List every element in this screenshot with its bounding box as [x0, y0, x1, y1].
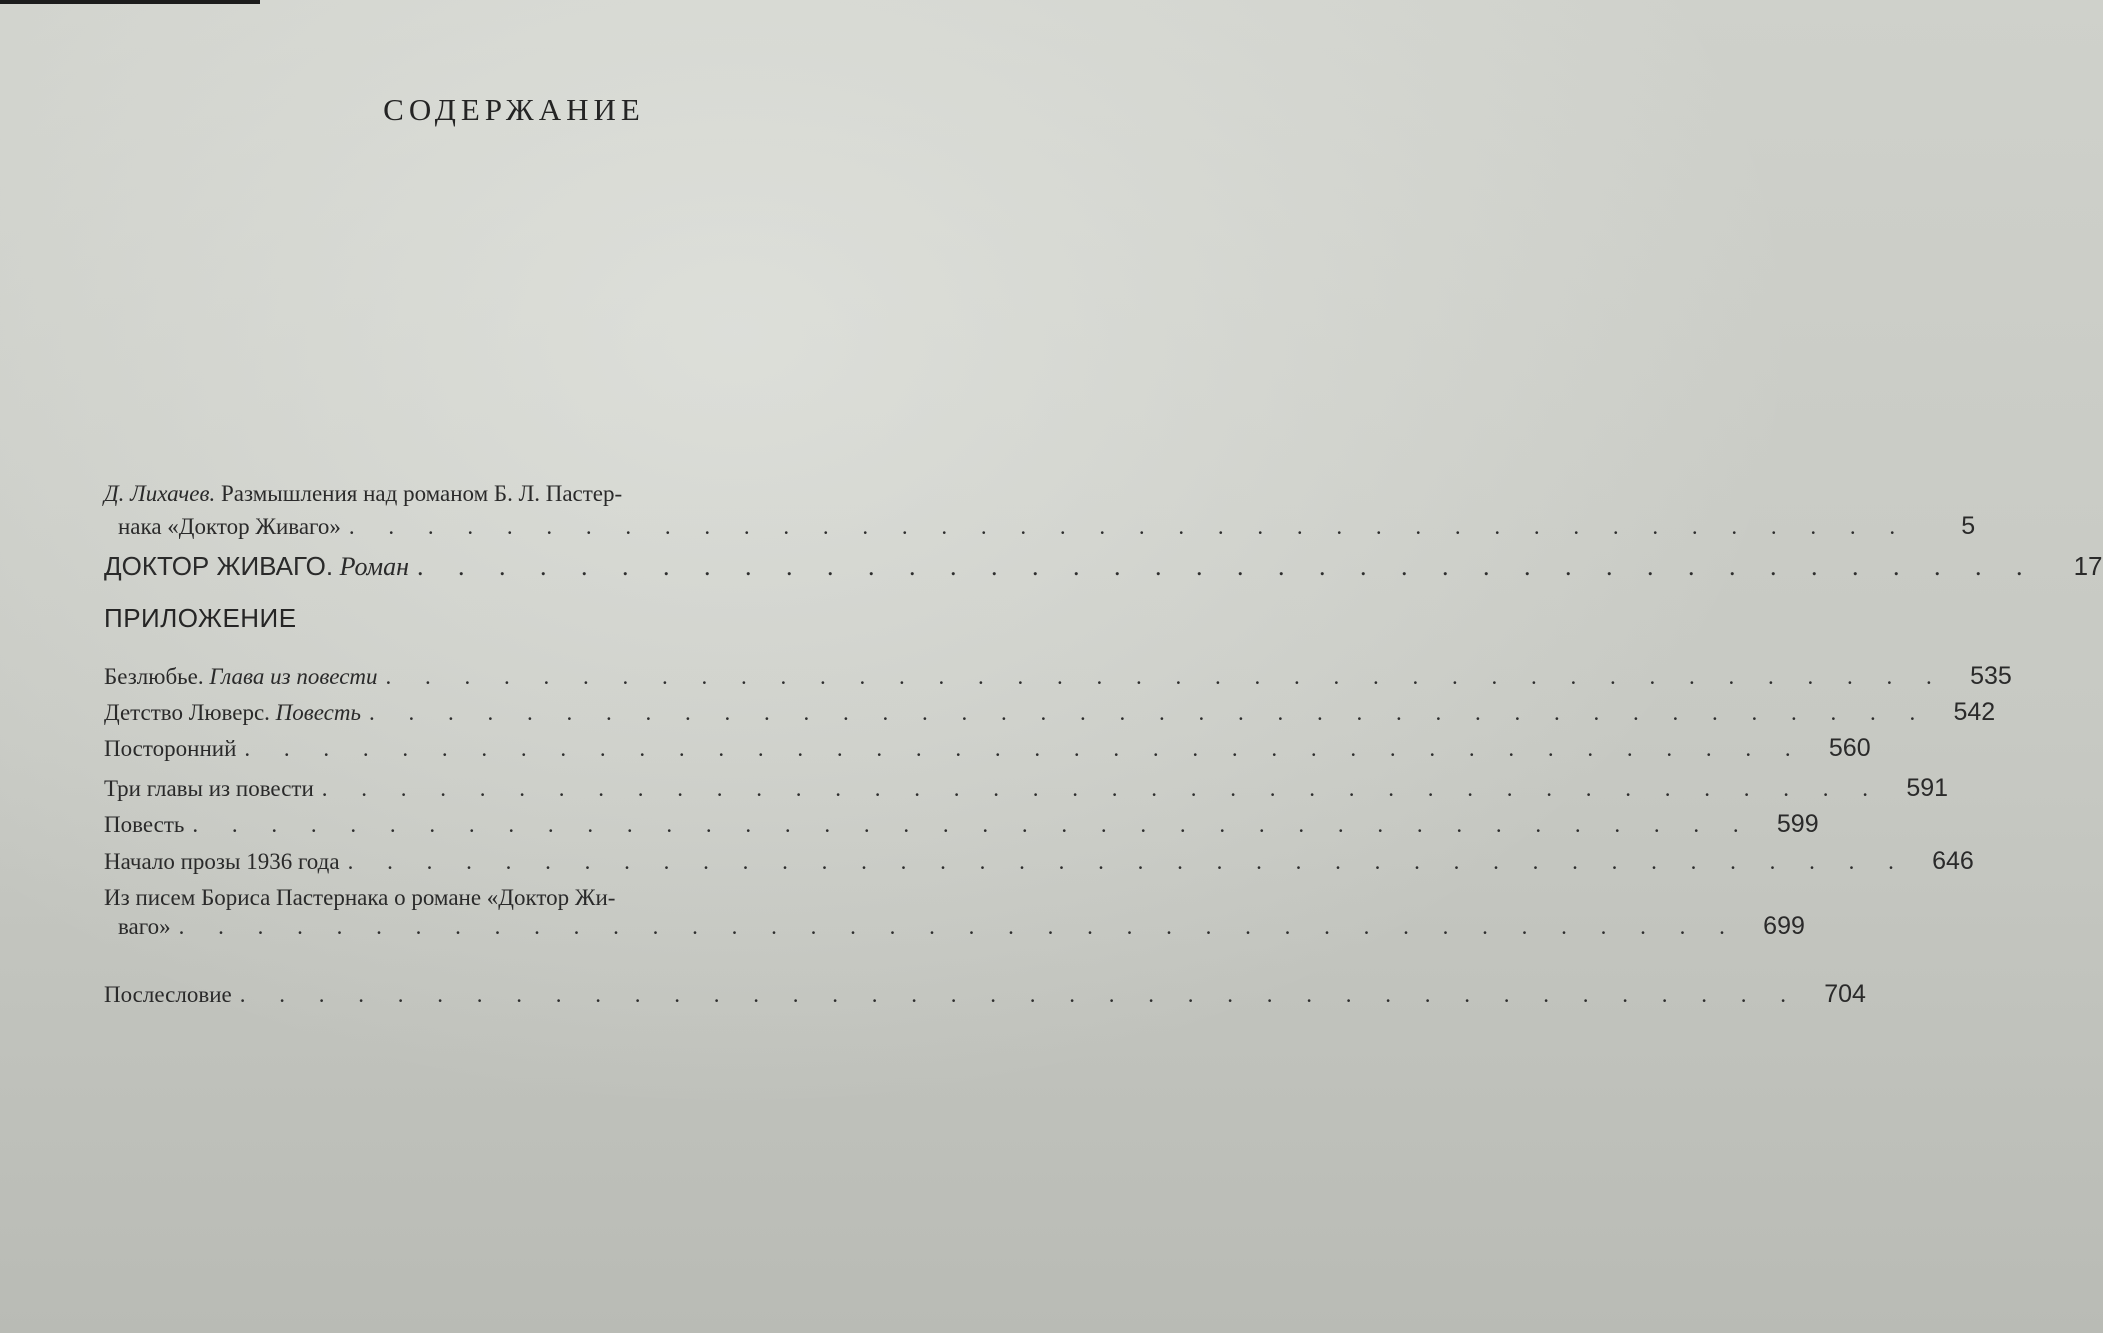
- toc-entry-page: 560: [1828, 734, 1871, 762]
- toc-entry-title: Из писем Бориса Пастернака о романе «Доктор Жи-: [104, 885, 616, 910]
- toc-entry-letters-line1: [104, 884, 615, 912]
- toc-entry-page: 599: [1776, 810, 1819, 838]
- toc-entry: [104, 698, 1996, 727]
- leader-dots: . . . . . . . . . . . . . . . . . . . . . . . . . . . . . . . . . . . . . . . .: [385, 664, 1946, 689]
- toc-entry-title: Повесть: [104, 812, 185, 837]
- toc-entry-doctor-zhivago: [104, 551, 2103, 581]
- toc-entry-likhachev-line2: [118, 512, 1976, 541]
- toc-entry-likhachev-line1: [104, 480, 622, 508]
- toc-entry-title: Три главы из повести: [104, 776, 314, 801]
- toc-entry-letters-line2: [118, 912, 1805, 941]
- leader-dots: . . . . . . . . . . . . . . . . . . . . . . . . . . . . . . . . . . . . . . . .: [192, 812, 1753, 837]
- leader-dots: . . . . . . . . . . . . . . . . . . . . . . . . . . . . . . . . . . . . . . . .: [178, 914, 1739, 939]
- toc-entry-author: Д. Лихачев.: [104, 481, 216, 506]
- leader-dots: . . . . . . . . . . . . . . . . . . . . . . . . . . . . . . . . . . . . . . . .: [244, 736, 1805, 761]
- toc-entry-subtitle: Повесть: [275, 700, 361, 725]
- toc-entry-page: 535: [1970, 662, 2012, 690]
- toc-entry-title: Детство Люверс.: [104, 700, 270, 725]
- toc-entry: [104, 774, 1949, 803]
- toc-entry-title-cont: ваго»: [118, 914, 171, 939]
- leader-dots: . . . . . . . . . . . . . . . . . . . . . . . . . . . . . . . . . . . . . . . .: [417, 552, 2037, 581]
- leader-dots: . . . . . . . . . . . . . . . . . . . . . . . . . . . . . . . . . . . . . . . .: [347, 849, 1908, 874]
- toc-entry-title: Размышления над романом Б. Л. Пастер-: [220, 481, 623, 506]
- toc-entry-title: Посторонний: [104, 736, 237, 761]
- toc-entry: [104, 734, 1871, 763]
- toc-entry-page: 699: [1763, 912, 1805, 940]
- toc-entry-page: 17: [2073, 551, 2103, 581]
- toc-entry-page: 704: [1824, 980, 1866, 1008]
- toc-entry-title: ДОКТОР ЖИВАГО.: [104, 551, 334, 581]
- toc-entry-page: 646: [1932, 847, 1974, 875]
- appendix-heading: ПРИЛОЖЕНИЕ: [104, 603, 297, 633]
- toc-entry-title: Безлюбье.: [104, 664, 204, 689]
- toc-entry-title-cont: нака «Доктор Живаго»: [118, 514, 341, 539]
- toc-entry-subtitle: Роман: [339, 552, 410, 581]
- leader-dots: . . . . . . . . . . . . . . . . . . . . . . . . . . . . . . . . . . . . . . . .: [321, 776, 1883, 801]
- toc-entry: [104, 810, 1819, 839]
- toc-entry: [104, 847, 1974, 876]
- toc-entry-page: 542: [1953, 698, 1996, 726]
- toc-entry-page: 591: [1906, 774, 1949, 802]
- toc-entry-afterword: [104, 980, 1866, 1009]
- toc-entry-subtitle: Глава из повести: [209, 664, 378, 689]
- toc-entry: [104, 662, 2012, 691]
- toc-entry-title: Начало прозы 1936 года: [104, 849, 340, 874]
- leader-dots: . . . . . . . . . . . . . . . . . . . . . . . . . . . . . . . . . . . . . . . .: [239, 982, 1800, 1007]
- page-title: СОДЕРЖАНИЕ: [383, 92, 645, 127]
- toc-entry-page: 5: [1961, 512, 1976, 540]
- toc-entry-title: Послесловие: [104, 982, 232, 1007]
- leader-dots: . . . . . . . . . . . . . . . . . . . . . . . . . . . . . . . . . . . . . . . .: [368, 700, 1930, 725]
- leader-dots: . . . . . . . . . . . . . . . . . . . . . . . . . . . . . . . . . . . . . . . .: [348, 514, 1910, 539]
